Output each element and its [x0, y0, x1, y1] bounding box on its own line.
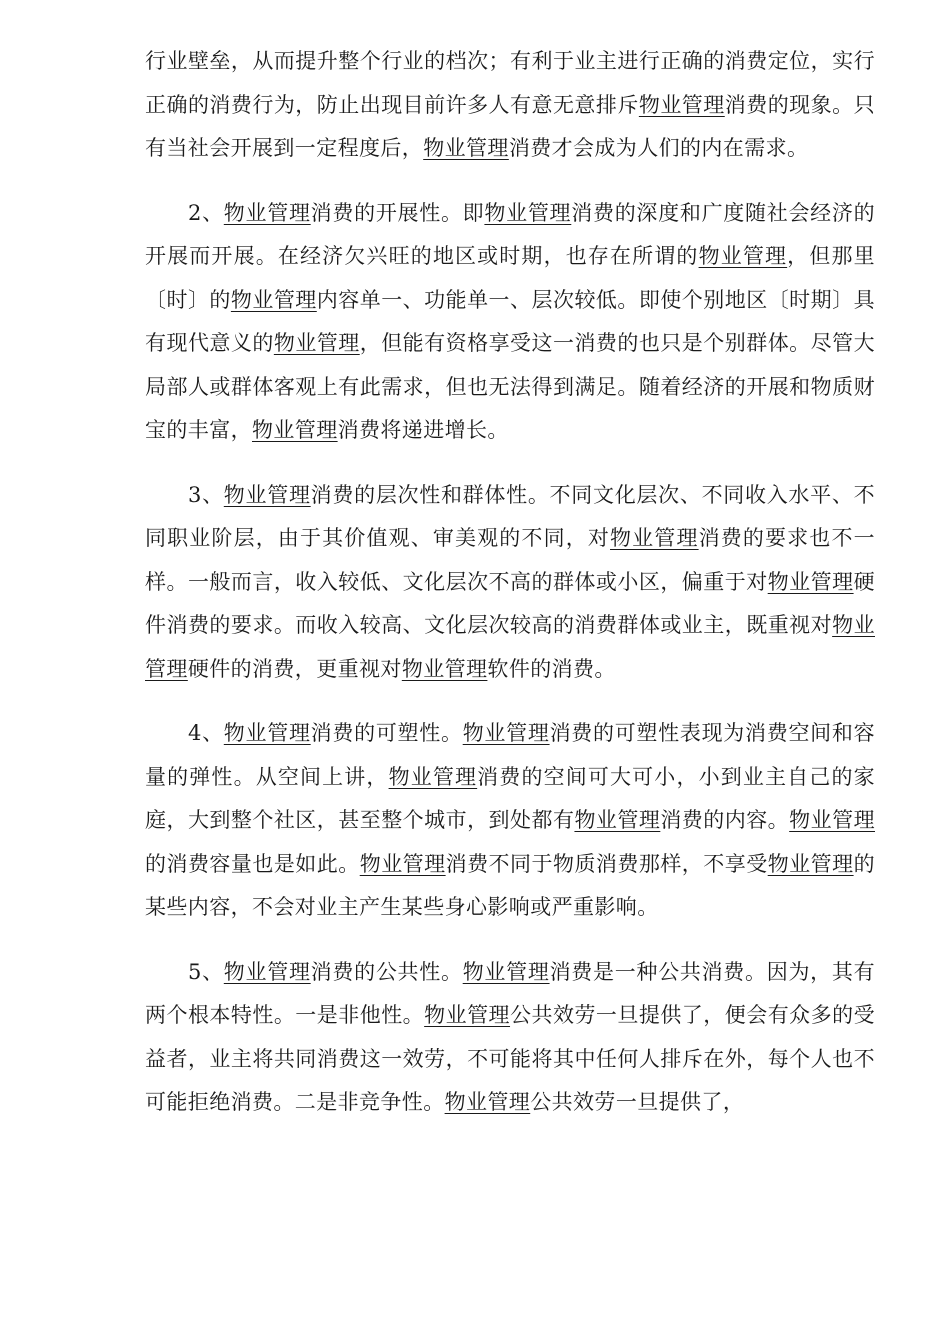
- underlined-term: 物业管理: [424, 1003, 511, 1027]
- text-run: 消费的可塑性。: [310, 721, 463, 745]
- item-number: 4、: [188, 721, 224, 745]
- underlined-term: 物业管理: [252, 418, 338, 442]
- text-run: 硬件消费的要求。而收入较高、文化层次较高的消费群体或业主，既重视对: [145, 569, 875, 637]
- paragraph-3: [145, 474, 875, 692]
- item-number: 2、: [188, 200, 224, 225]
- text-run: ，但那里〔时〕的: [145, 244, 875, 312]
- text-run: 消费的层次性和群体性。不同文化层次、不同收入水平、不同职业阶层，由于其价值观、审美观的不同，对: [145, 482, 875, 550]
- text-run: 消费不同于物质消费那样，不享受: [445, 851, 768, 876]
- text-run: 消费的空间可大可小，小到业主自己的家庭，大到整个社区，甚至整个城市，到处都有: [145, 764, 875, 832]
- underlined-term: 物业管理: [223, 482, 311, 507]
- item-number: 5、: [188, 959, 224, 984]
- underlined-term: 物业管理: [273, 331, 360, 355]
- text-run: 消费的可塑性表现为消费空间和容量的弹性。从空间上讲，: [145, 721, 875, 789]
- underlined-term: 物业管理: [359, 851, 446, 876]
- underlined-term: 物业管理: [230, 287, 317, 312]
- text-run: 消费才会成为人们的内在需求。: [508, 136, 809, 160]
- text-run: 消费是一种公共消费。因为，其有两个根本特性。一是非他性。: [145, 959, 875, 1027]
- text-run: 的消费容量也是如此。: [145, 851, 360, 876]
- underlined-term: 物业管理: [401, 656, 488, 681]
- underlined-term: 物业管理: [610, 526, 699, 550]
- underlined-term: 物业管理: [574, 808, 661, 832]
- text-run: 硬件的消费，更重视对: [187, 656, 402, 681]
- underlined-term: 物业管理: [145, 613, 875, 681]
- underlined-term: 物业管理: [223, 721, 311, 745]
- text-run: 消费将递进增长。: [337, 418, 509, 442]
- underlined-term: 物业管理: [223, 959, 311, 984]
- underlined-term: 物业管理: [698, 244, 788, 268]
- text-run: 公共效劳一旦提供了，: [530, 1090, 745, 1114]
- underlined-term: 物业管理: [423, 136, 509, 160]
- text-run: 内容单一、功能单一、层次较低。即使个别地区〔时期〕具有现代意义的: [145, 287, 875, 355]
- paragraph-2: [145, 192, 875, 453]
- text-run: 消费的开展性。即: [310, 200, 485, 225]
- paragraph-5: [145, 951, 875, 1125]
- text-run: 消费的现象。只有当社会开展到一定程度后，: [145, 92, 875, 160]
- item-number: 3、: [188, 482, 224, 507]
- underlined-term: 物业管理: [484, 200, 572, 225]
- underlined-term: 物业管理: [444, 1090, 531, 1114]
- underlined-term: 物业管理: [767, 851, 854, 876]
- document-page: [145, 40, 875, 1125]
- underlined-term: 物业管理: [462, 959, 550, 984]
- text-run: 公共效劳一旦提供了，便会有众多的受益者，业主将共同消费这一效劳，不可能将其中任何人排斥在外，每个人也不可能拒绝消费。二是非竞争性。: [145, 1003, 875, 1114]
- text-run: ，但能有资格享受这一消费的也只是个别群体。尽管大局部人或群体客观上有此需求，但也无法得到满足。随着经济的开展和物质财宝的丰富，: [145, 331, 875, 442]
- text-run: 行业壁垒，从而提升整个行业的档次；有利于业主进行正确的消费定位，实行正确的消费行为，防止出现目前许多人有意无意排斥: [145, 49, 875, 117]
- underlined-term: 物业管理: [223, 200, 311, 225]
- underlined-term: 物业管理: [638, 92, 725, 117]
- underlined-term: 物业管理: [767, 569, 854, 594]
- underlined-term: 物业管理: [462, 721, 550, 745]
- text-run: 软件的消费。: [487, 656, 616, 681]
- underlined-term: 物业管理: [789, 808, 875, 832]
- text-run: 消费的内容。: [660, 808, 790, 832]
- underlined-term: 物业管理: [388, 764, 478, 789]
- text-run: 消费的深度和广度随社会经济的开展而开展。在经济欠兴旺的地区或时期，也存在所谓的: [145, 200, 875, 268]
- text-run: 消费的公共性。: [310, 959, 463, 984]
- paragraph-4: [145, 712, 875, 930]
- paragraph-1: [145, 40, 875, 171]
- text-run: 的某些内容，不会对业主产生某些身心影响或严重影响。: [145, 851, 875, 919]
- text-run: 消费的要求也不一样。一般而言，收入较低、文化层次不高的群体或小区，偏重于对: [145, 526, 875, 594]
